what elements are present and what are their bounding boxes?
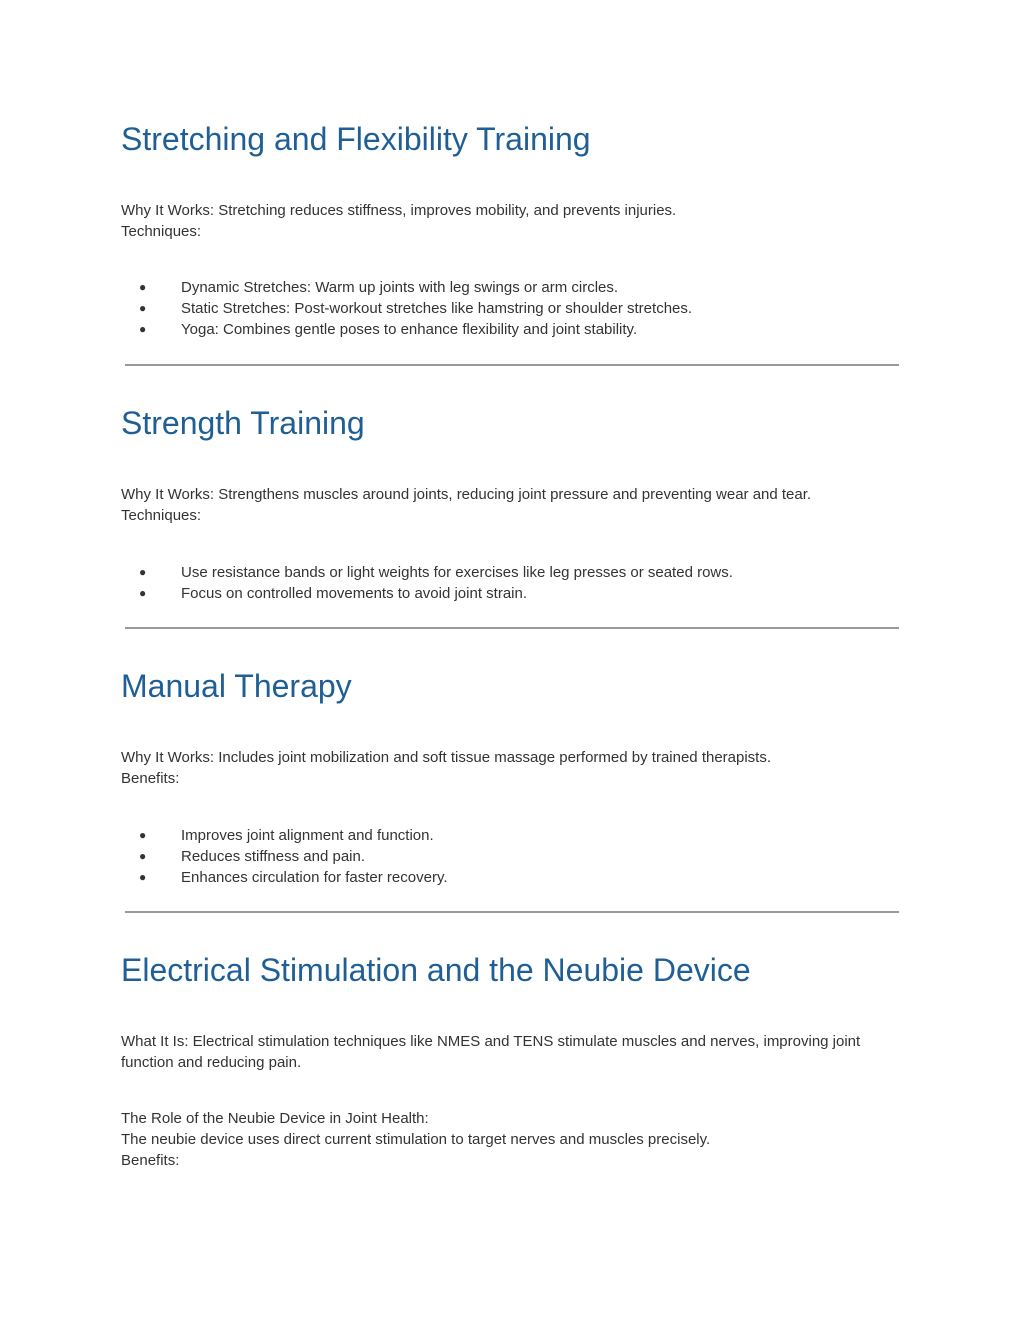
bullet-icon: ● xyxy=(139,280,147,294)
list-item xyxy=(121,846,448,867)
list-item-text: Static Stretches: Post-workout stretches like hamstring or shoulder stretches. xyxy=(181,300,693,317)
section-divider xyxy=(125,911,899,913)
section-heading-electrical-stimulation: Electrical Stimulation and the Neubie Device xyxy=(121,952,751,988)
list-item-text: Focus on controlled movements to avoid joint strain. xyxy=(181,585,528,602)
bullet-icon: ● xyxy=(139,849,147,863)
list-item xyxy=(121,298,692,319)
list-item-text: Improves joint alignment and function. xyxy=(181,827,434,844)
bullet-icon: ● xyxy=(139,322,147,336)
list-item xyxy=(121,277,692,298)
section-why-text: Why It Works: Strengthens muscles around joints, reducing joint pressure and preventing wear and tear. xyxy=(121,486,812,503)
list-item xyxy=(121,867,448,888)
section-list-label: Benefits: xyxy=(121,770,180,787)
section-divider xyxy=(125,627,899,629)
section-why-text: Why It Works: Stretching reduces stiffness, improves mobility, and prevents injuries. xyxy=(121,202,677,219)
section-divider xyxy=(125,364,899,366)
section-list-label: Techniques: xyxy=(121,223,202,240)
benefits-list xyxy=(121,825,448,888)
list-item xyxy=(121,562,733,583)
section-what-text-line2: function and reducing pain. xyxy=(121,1054,302,1071)
bullet-icon: ● xyxy=(139,870,147,884)
list-item-text: Enhances circulation for faster recovery. xyxy=(181,869,448,886)
bullet-icon: ● xyxy=(139,565,147,579)
techniques-list xyxy=(121,562,733,604)
section-list-label: Techniques: xyxy=(121,507,202,524)
section-what-text-line1: What It Is: Electrical stimulation techniques like NMES and TENS stimulate muscles and nerves, improving joint xyxy=(121,1033,861,1050)
list-item xyxy=(121,319,692,340)
bullet-icon: ● xyxy=(139,301,147,315)
list-item xyxy=(121,583,733,604)
section-why-text: Why It Works: Includes joint mobilization and soft tissue massage performed by trained therapists. xyxy=(121,749,772,766)
section-heading-stretching: Stretching and Flexibility Training xyxy=(121,121,591,157)
list-item-text: Yoga: Combines gentle poses to enhance flexibility and joint stability. xyxy=(181,321,638,338)
list-item-text: Reduces stiffness and pain. xyxy=(181,848,366,865)
techniques-list xyxy=(121,277,692,340)
bullet-icon: ● xyxy=(139,828,147,842)
section-heading-manual-therapy: Manual Therapy xyxy=(121,668,352,704)
list-item-text: Dynamic Stretches: Warm up joints with leg swings or arm circles. xyxy=(181,279,619,296)
section-heading-strength: Strength Training xyxy=(121,405,365,441)
list-item-text: Use resistance bands or light weights for exercises like leg presses or seated rows. xyxy=(181,564,733,581)
neubie-role-heading: The Role of the Neubie Device in Joint Health: xyxy=(121,1110,429,1127)
bullet-icon: ● xyxy=(139,586,147,600)
neubie-role-text: The neubie device uses direct current stimulation to target nerves and muscles precisely. xyxy=(121,1131,711,1148)
list-item xyxy=(121,825,448,846)
section-list-label: Benefits: xyxy=(121,1152,180,1169)
